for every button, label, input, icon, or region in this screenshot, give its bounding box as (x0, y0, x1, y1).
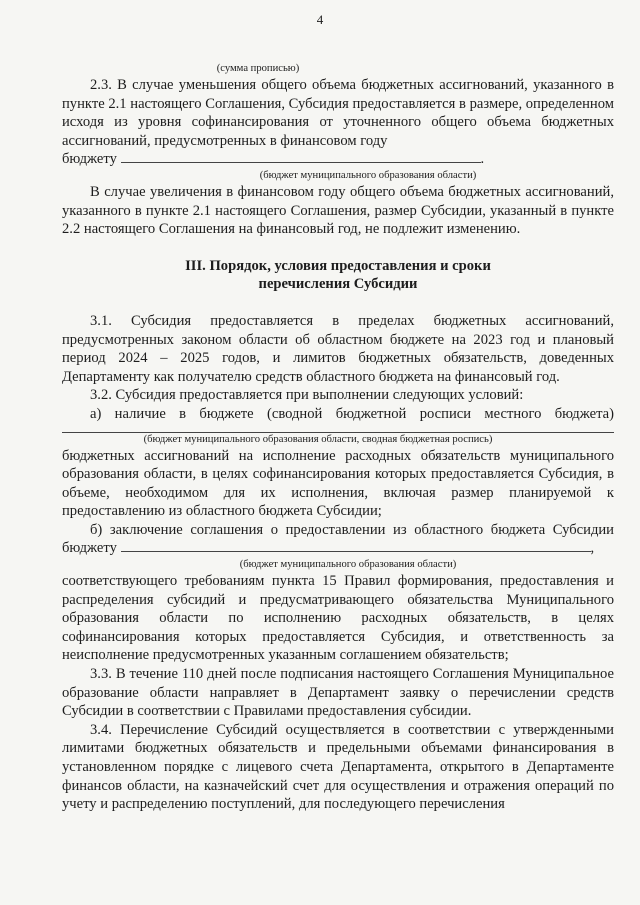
paragraph-2-3-tail (62, 150, 614, 169)
paragraph-2-3: 2.3. В случае уменьшения общего объема бюджетных ассигнований, указанного в пункте 2.1 настоящего Соглашения, Субсидия предоставляется в размере, определенном исходя из уровня софинансирования от уточненного общего объема бюджетных ассигнований, предусмотренных в финансовом году (62, 77, 614, 149)
caption-municipal-budget: (бюджет муниципального образования области) (259, 169, 477, 181)
paragraph-3-2-a-continued: бюджетных ассигнований на исполнение расходных обязательств муниципального образования области, в целях софинансирования которых предоставляется Субсидия, в объеме, необходимом для их исполнения, включая размер планируемой к предоставлению из областного бюджета Субсидии; (62, 447, 614, 520)
budget-blank-line (121, 150, 481, 163)
paragraph-3-3: 3.3. В течение 110 дней после подписания настоящего Соглашения Муниципальное образование области направляет в Департамент заявку о перечислении средств Субсидии в соответствии с Правилами предоставления субсидии. (62, 666, 614, 720)
caption-sum-in-words: (сумма прописью) (216, 63, 300, 74)
budget-blank-line-2 (121, 539, 591, 552)
section-heading-line-2: перечисления Субсидии (258, 276, 418, 293)
paragraph-3-2-a: а) наличие в бюджете (сводной бюджетной росписи местного бюджета) (90, 405, 614, 422)
paragraph-3-1: 3.1. Субсидия предоставляется в пределах бюджетных ассигнований, предусмотренных законом области об областном бюджете на 2023 год и плановый период 2024 – 2025 годов, и лимитов бюджетных обязательств, доведенных Департаменту как получателю средств областного бюджета на финансовый год. (62, 312, 614, 385)
caption-budget-and-list: (бюджет муниципального образования области, сводная бюджетная роспись) (143, 433, 493, 445)
period-mark: . (480, 151, 485, 168)
section-heading-line-1: III. Порядок, условия предоставления и сроки (185, 257, 491, 274)
paragraph-3-2-b-continued: соответствующего требованиям пункта 15 Правил формирования, предоставления и распределения субсидий и предусматривающего обязательства Муниципального образования области по исполнению расходных обязательств, в целях софинансирования которых предоставляется Субсидия, и ответственность за неисполнение предусмотренных указанным соглашением обязательств; (62, 573, 614, 664)
paragraph-3-4: 3.4. Перечисление Субсидий осуществляется в соответствии с утвержденными лимитами бюджетных обязательств и предельными объемами финансирования в установленном порядке с лицевого счета Департамента, открытого в Департаменте финансов области, на казначейский счет для осуществления и отражения операций по учету и распределению поступлений, для последующего перечисления (62, 721, 614, 813)
paragraph-2-3-increase: В случае увеличения в финансовом году общего объема бюджетных ассигнований, указанного в пункте 2.1 настоящего Соглашения, размер Субсидии, указанный в пункте 2.2 настоящего Соглашения на финансовый год, не подлежит изменению. (62, 183, 614, 238)
document-body (62, 62, 614, 814)
paragraph-3-2: 3.2. Субсидия предоставляется при выполнении следующих условий: (90, 387, 524, 404)
section-heading (62, 257, 614, 294)
budget-list-blank-line (62, 424, 614, 433)
paragraph-3-2-b: б) заключение соглашения о предоставлении из областного бюджета Субсидии (90, 521, 614, 538)
caption-municipal-budget-2: (бюджет муниципального образования области) (239, 559, 457, 571)
budget-word-2: бюджету (62, 540, 117, 557)
paragraph-3-2-b-tail (62, 539, 614, 558)
comma-mark: , (590, 540, 595, 557)
page-number: 4 (316, 12, 324, 27)
budget-word: бюджету (62, 151, 117, 168)
